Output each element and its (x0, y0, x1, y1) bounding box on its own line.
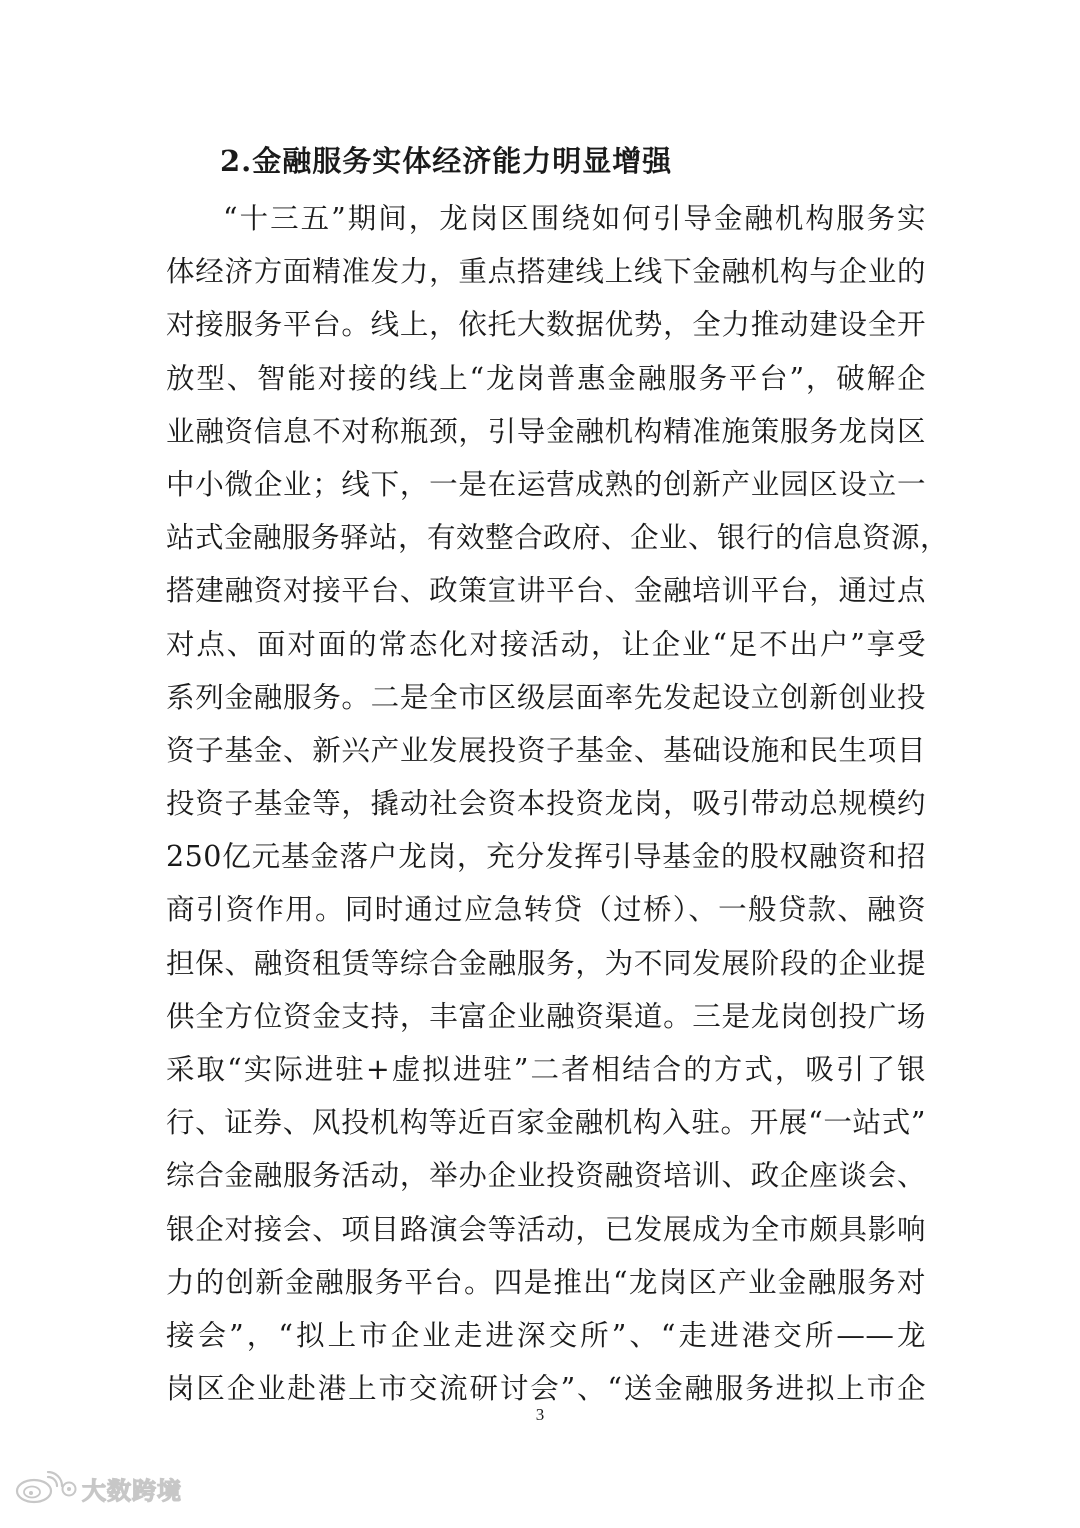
text-line: 商引资作用。同时通过应急转贷（过桥）、一般贷款、融资 (166, 893, 926, 927)
text-line: 业融资信息不对称瓶颈，引导金融机构精准施策服务龙岗区 (166, 414, 926, 448)
text-line: 银企对接会、项目路演会等活动，已发展成为全市颇具影响 (166, 1212, 926, 1246)
text-line: 担保、融资租赁等综合金融服务，为不同发展阶段的企业提 (166, 946, 926, 980)
section-heading: 2.金融服务实体经济能力明显增强 (220, 144, 673, 178)
text-line: 搭建融资对接平台、政策宣讲平台、金融培训平台，通过点 (166, 574, 926, 608)
text-line: 接会”，“拟上市企业走进深交所”、“走进港交所——龙 (166, 1318, 926, 1352)
body-paragraph (166, 192, 950, 1415)
text-line: 资子基金、新兴产业发展投资子基金、基础设施和民生项目 (166, 733, 926, 767)
text-line: 岗区企业赴港上市交流研讨会”、“送金融服务进拟上市企 (166, 1372, 926, 1406)
text-line: 对点、面对面的常态化对接活动，让企业“足不出户”享受 (166, 627, 926, 661)
watermark-text: 大数跨境 (82, 1476, 182, 1505)
text-line: 投资子基金等，撬动社会资本投资龙岗，吸引带动总规模约 (166, 787, 926, 821)
weibo-logo-icon (14, 1471, 78, 1505)
text-line: 力的创新金融服务平台。四是推出“龙岗区产业金融服务对 (166, 1265, 926, 1299)
page-number: 3 (535, 1405, 545, 1424)
text-line: 综合金融服务活动，举办企业投资融资培训、政企座谈会、 (166, 1159, 926, 1193)
text-line: “十三五”期间，龙岗区围绕如何引导金融机构服务实 (223, 202, 926, 235)
text-line: 采取“实际进驻+虚拟进驻”二者相结合的方式，吸引了银 (166, 1053, 926, 1086)
text-line: 体经济方面精准发力，重点搭建线上线下金融机构与企业的 (166, 255, 926, 289)
text-line: 行、证券、风投机构等近百家金融机构入驻。开展“一站式” (166, 1106, 926, 1140)
text-line: 放型、智能对接的线上“龙岗普惠金融服务平台”，破解企 (166, 361, 926, 395)
text-line: 中小微企业；线下，一是在运营成熟的创新产业园区设立一 (166, 467, 926, 501)
text-line: 250亿元基金落户龙岗，充分发挥引导基金的股权融资和招 (166, 840, 926, 874)
text-line: 站式金融服务驿站，有效整合政府、企业、银行的信息资源， (166, 521, 950, 555)
text-line: 供全方位资金支持，丰富企业融资渠道。三是龙岗创投广场 (166, 999, 926, 1033)
text-line: 对接服务平台。线上，依托大数据优势，全力推动建设全开 (166, 308, 926, 342)
watermark (14, 1468, 182, 1508)
text-line: 系列金融服务。二是全市区级层面率先发起设立创新创业投 (166, 680, 926, 714)
